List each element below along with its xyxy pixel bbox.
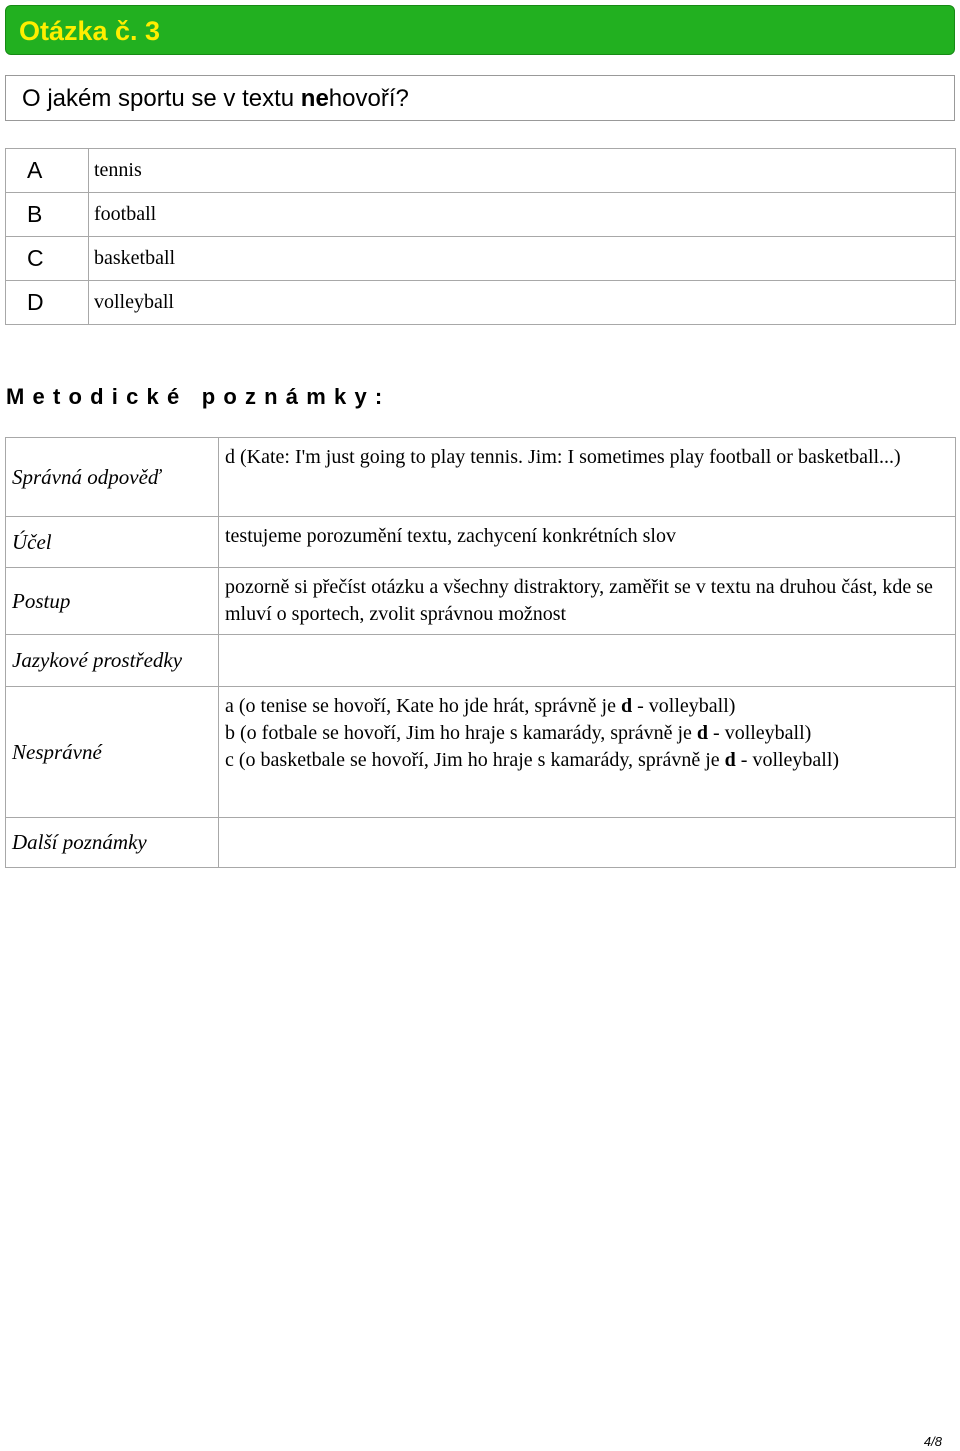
option-row [6, 237, 956, 281]
question-suffix: hovoří? [328, 85, 409, 112]
incorrect-line [225, 747, 949, 774]
incorrect-line-correct-letter: d [696, 722, 709, 744]
purpose-value: testujeme porozumění textu, zachycení konkrétních slov [219, 517, 956, 568]
incorrect-line-text: b (o fotbale se hovoří, Jim ho hraje s kamarády, správně je [225, 722, 697, 744]
option-letter: B [6, 193, 89, 237]
incorrect-line-correct-letter: d [724, 749, 736, 771]
language-means-label: Jazykové prostředky [6, 635, 219, 687]
notes-row-language-means [6, 635, 956, 687]
question-number-title: Otázka č. 3 [19, 16, 161, 46]
incorrect-label: Nesprávné [6, 687, 219, 818]
incorrect-line-correct-letter: d [620, 695, 633, 717]
methodical-notes-table [5, 437, 956, 868]
purpose-label: Účel [6, 517, 219, 568]
correct-answer-value: d (Kate: I'm just going to play tennis. Jim: I sometimes play football or basketball...) [219, 438, 956, 517]
question-text [22, 85, 409, 113]
page-number: 4/8 [923, 1434, 942, 1449]
incorrect-line-text: c (o basketbale se hovoří, Jim ho hraje s kamarády, správně je [225, 749, 725, 771]
notes-row-procedure [6, 568, 956, 635]
correct-answer-label: Správná odpověď [6, 438, 219, 517]
option-row [6, 193, 956, 237]
language-means-value [219, 635, 956, 687]
other-notes-value [219, 818, 956, 868]
option-row [6, 281, 956, 325]
question-prefix: O jakém sportu se v textu [22, 85, 301, 112]
notes-row-purpose [6, 517, 956, 568]
incorrect-line [225, 693, 949, 720]
incorrect-line-text: a (o tenise se hovoří, Kate ho jde hrát, správně je [225, 695, 621, 717]
option-text: tennis [89, 149, 956, 193]
incorrect-line-text-end: - volleyball) [735, 749, 840, 771]
option-text: basketball [89, 237, 956, 281]
notes-row-correct-answer [6, 438, 956, 517]
question-box [5, 75, 955, 121]
answer-options-table [5, 148, 956, 325]
notes-row-incorrect [6, 687, 956, 818]
question-emphasis: ne [300, 85, 329, 112]
option-text: football [89, 193, 956, 237]
question-header-bar [5, 5, 955, 55]
option-row [6, 149, 956, 193]
procedure-value: pozorně si přečíst otázku a všechny distraktory, zaměřit se v textu na druhou část, kde se mluví o sportech, zvolit správnou možnost [219, 568, 956, 635]
option-letter: C [6, 237, 89, 281]
incorrect-line-text-end: - volleyball) [632, 695, 736, 717]
option-letter: D [6, 281, 89, 325]
incorrect-line [225, 720, 949, 747]
incorrect-value [219, 687, 956, 818]
procedure-label: Postup [6, 568, 219, 635]
notes-row-other [6, 818, 956, 868]
option-letter: A [6, 149, 89, 193]
incorrect-line-text-end: - volleyball) [708, 722, 812, 744]
option-text: volleyball [89, 281, 956, 325]
methodical-notes-heading: Metodické poznámky: [6, 384, 391, 409]
other-notes-label: Další poznámky [6, 818, 219, 868]
